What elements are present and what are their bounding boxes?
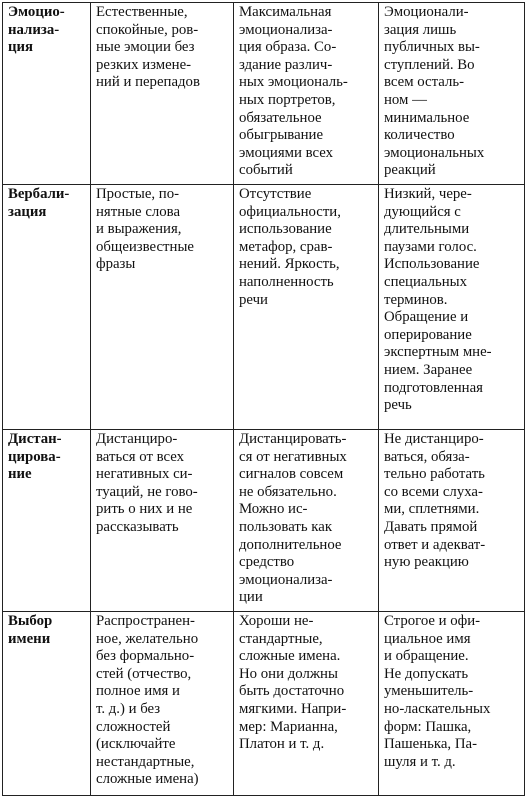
cell-text-line: эмоционализа- bbox=[239, 21, 333, 38]
cell-text-line: дующийся с bbox=[384, 203, 461, 220]
cell-text-line: цирова- bbox=[8, 448, 61, 465]
cell-text-line: эмоциональных bbox=[384, 144, 485, 161]
cell-text-line: Но они должны bbox=[239, 665, 338, 682]
cell-text-line: нестандартные, bbox=[96, 753, 195, 770]
cell-text-line: речь bbox=[384, 397, 412, 414]
cell-text-line: и обращение. bbox=[384, 648, 469, 665]
cell-name-choice-col2 bbox=[234, 612, 379, 796]
cell-text-line: использование bbox=[239, 221, 332, 238]
cell-text-line: быть достаточно bbox=[239, 683, 345, 700]
cell-text-line: Максимальная bbox=[239, 4, 332, 20]
cell-text-line: циальное имя bbox=[384, 630, 471, 647]
cell-text-line: ции bbox=[239, 589, 263, 606]
table-row-verbalization bbox=[3, 185, 525, 430]
cell-text-line: специальных bbox=[384, 273, 467, 290]
cell-text-line: Дистанцировать- bbox=[239, 431, 347, 447]
cell-emotionalization-col1 bbox=[91, 3, 234, 185]
cell-text-line: обязательное bbox=[239, 109, 322, 126]
cell-text-line: рить о них и не bbox=[96, 501, 193, 518]
cell-text-line: Распространен- bbox=[96, 613, 195, 629]
cell-text-line: экспертным мне- bbox=[384, 344, 492, 361]
cell-text-line: спокойные, ров- bbox=[96, 21, 199, 38]
cell-text-line: количество bbox=[384, 127, 455, 144]
cell-text-line: подготовленная bbox=[384, 379, 483, 396]
cell-text-line: т. д.) и без bbox=[96, 700, 161, 717]
cell-text-line: средство bbox=[239, 554, 295, 571]
cell-text-line: метафор, срав- bbox=[239, 238, 333, 255]
cell-text-line: резких измене- bbox=[96, 56, 192, 73]
table-row-name-choice bbox=[3, 612, 525, 796]
cell-text-line: Не допускать bbox=[384, 665, 469, 682]
cell-text-line: терминов. bbox=[384, 291, 448, 308]
cell-text-line: ние bbox=[8, 466, 32, 483]
cell-text-line: мягкими. Напри- bbox=[239, 700, 347, 717]
cell-text-line: Хороши не- bbox=[239, 613, 314, 629]
cell-text-line: не обязательно. bbox=[239, 483, 337, 500]
cell-text-line: рассказывать bbox=[96, 518, 179, 535]
cell-text-line: ное, желательно bbox=[96, 630, 199, 647]
cell-text-line: шуля и т. д. bbox=[384, 753, 456, 770]
cell-verbalization-col1 bbox=[91, 185, 234, 430]
cell-text-line: ция bbox=[8, 39, 34, 56]
cell-text-line: нализа- bbox=[8, 21, 60, 38]
cell-text-line: фразы bbox=[96, 256, 136, 273]
cell-name-choice-col3 bbox=[379, 612, 525, 796]
row-header-name-choice bbox=[3, 612, 91, 796]
cell-text-line: Пашенька, Па- bbox=[384, 736, 477, 753]
cell-text-line: дополнительное bbox=[239, 536, 342, 553]
cell-text-line: общеизвестные bbox=[96, 238, 194, 255]
cell-distancing-col1 bbox=[91, 430, 234, 612]
cell-text-line: ваться от всех bbox=[96, 448, 185, 465]
cell-text-line: зация bbox=[8, 203, 47, 220]
cell-text-line: мер: Марианна, bbox=[239, 718, 338, 735]
cell-text-line: Давать прямой bbox=[384, 518, 478, 535]
cell-name-choice-col1 bbox=[91, 612, 234, 796]
cell-text-line: Естественные, bbox=[96, 4, 188, 20]
cell-text-line: Дистанциро- bbox=[96, 431, 178, 447]
cell-distancing-col2 bbox=[234, 430, 379, 612]
cell-emotionalization-col3 bbox=[379, 3, 525, 185]
cell-text-line: сигналов совсем bbox=[239, 466, 344, 483]
cell-text-line: Можно ис- bbox=[239, 501, 308, 518]
cell-text-line: ция образа. Со- bbox=[239, 39, 337, 56]
cell-text-line: туаций, не гово- bbox=[96, 483, 198, 500]
cell-text-line: ний и перепадов bbox=[96, 74, 200, 91]
cell-text-line: зация лишь bbox=[384, 21, 457, 38]
cell-text-line: (исключайте bbox=[96, 736, 176, 753]
cell-text-line: уменьшитель- bbox=[384, 683, 474, 700]
cell-text-line: без формально- bbox=[96, 648, 195, 665]
cell-text-line: сложные имена. bbox=[239, 648, 341, 665]
cell-text-line: сложностей bbox=[96, 718, 171, 735]
cell-text-line: полное имя и bbox=[96, 683, 180, 700]
cell-text-line: нием. Заранее bbox=[384, 361, 473, 378]
cell-text-line: паузами голос. bbox=[384, 238, 477, 255]
cell-text-line: всем осталь- bbox=[384, 74, 465, 91]
cell-text-line: и выражения, bbox=[96, 221, 182, 238]
cell-text-line: форм: Пашка, bbox=[384, 718, 472, 735]
cell-text-line: ном — bbox=[384, 91, 427, 108]
cell-text-line: ответ и адекват- bbox=[384, 536, 486, 553]
cell-text-line: ся от негативных bbox=[239, 448, 347, 465]
cell-text-line: Вербали- bbox=[8, 186, 70, 202]
cell-text-line: ную реакцию bbox=[384, 554, 469, 571]
cell-text-line: стей (отчество, bbox=[96, 665, 192, 682]
cell-text-line: негативных си- bbox=[96, 466, 193, 483]
cell-text-line: Платон и т. д. bbox=[239, 736, 325, 753]
cell-text-line: тельно работать bbox=[384, 466, 485, 483]
cell-text-line: Эмоционали- bbox=[384, 4, 469, 20]
cell-text-line: нятные слова bbox=[96, 203, 181, 220]
cell-text-line: эмоциями всех bbox=[239, 144, 334, 161]
cell-text-line: Использование bbox=[384, 256, 480, 273]
row-header-emotionalization bbox=[3, 3, 91, 185]
cell-text-line: но-ласкательных bbox=[384, 700, 491, 717]
cell-text-line: Отсутствие bbox=[239, 186, 312, 202]
cell-text-line: Низкий, чере- bbox=[384, 186, 472, 202]
comparison-table bbox=[2, 2, 525, 796]
cell-text-line: наполненность bbox=[239, 273, 334, 290]
cell-text-line: обыгрывание bbox=[239, 127, 324, 144]
cell-text-line: ступлений. Во bbox=[384, 56, 475, 73]
cell-text-line: сложные имена) bbox=[96, 771, 199, 788]
cell-text-line: Выбор bbox=[8, 613, 53, 629]
cell-text-line: Дистан- bbox=[8, 431, 62, 447]
cell-text-line: Не дистанциро- bbox=[384, 431, 484, 447]
cell-text-line: речи bbox=[239, 291, 268, 308]
cell-text-line: Простые, по- bbox=[96, 186, 180, 202]
row-header-distancing bbox=[3, 430, 91, 612]
cell-text-line: пользовать как bbox=[239, 518, 333, 535]
cell-text-line: Обращение и bbox=[384, 309, 469, 326]
cell-emotionalization-col2 bbox=[234, 3, 379, 185]
cell-text-line: ные эмоции без bbox=[96, 39, 195, 56]
cell-text-line: имени bbox=[8, 630, 51, 647]
cell-verbalization-col3 bbox=[379, 185, 525, 430]
cell-text-line: реакций bbox=[384, 162, 436, 179]
cell-text-line: событий bbox=[239, 162, 293, 179]
cell-text-line: ных портретов, bbox=[239, 91, 336, 108]
table-row-distancing bbox=[3, 430, 525, 612]
table-row-emotionalization bbox=[3, 3, 525, 185]
cell-verbalization-col2 bbox=[234, 185, 379, 430]
cell-text-line: нений. Яркость, bbox=[239, 256, 340, 273]
cell-text-line: со всеми слуха- bbox=[384, 483, 483, 500]
row-header-verbalization bbox=[3, 185, 91, 430]
cell-text-line: стандартные, bbox=[239, 630, 323, 647]
cell-text-line: официальности, bbox=[239, 203, 341, 220]
cell-text-line: Эмоцио- bbox=[8, 4, 65, 20]
cell-text-line: длительными bbox=[384, 221, 470, 238]
cell-text-line: ваться, обяза- bbox=[384, 448, 470, 465]
cell-text-line: публичных вы- bbox=[384, 39, 480, 56]
table-body bbox=[3, 3, 525, 796]
cell-text-line: оперирование bbox=[384, 326, 472, 343]
cell-distancing-col3 bbox=[379, 430, 525, 612]
cell-text-line: здание различ- bbox=[239, 56, 333, 73]
cell-text-line: минимальное bbox=[384, 109, 470, 126]
cell-text-line: эмоционализа- bbox=[239, 571, 333, 588]
cell-text-line: ми, сплетнями. bbox=[384, 501, 480, 518]
cell-text-line: Строгое и офи- bbox=[384, 613, 481, 629]
cell-text-line: ных эмоциональ- bbox=[239, 74, 348, 91]
